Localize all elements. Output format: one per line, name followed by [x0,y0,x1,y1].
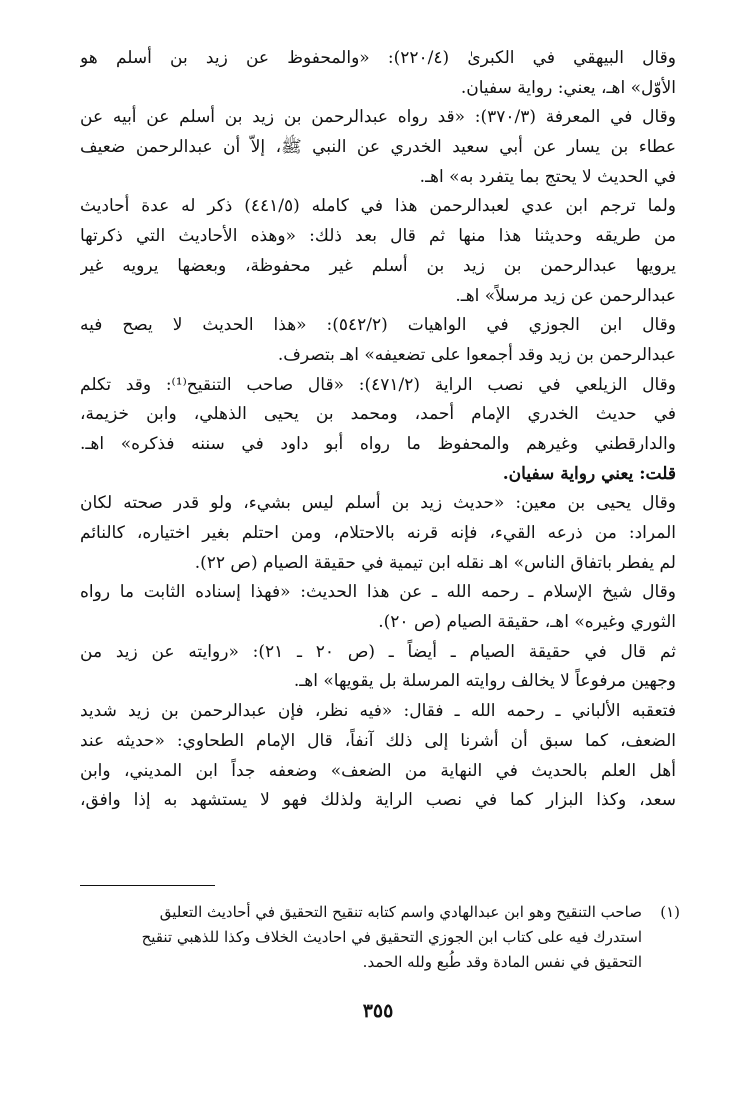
text-line: عطاء بن يسار عن أبي سعيد الخدري عن النبي ﷺ، إلاّ أن عبدالرحمن ضعيف [80,137,676,158]
text-line: الأوّل» اهـ، يعني: رواية سفيان. [460,77,676,98]
text-line: في حديث الخدري الإمام أحمد، ومحمد بن يحيى الذهلي، وابن خزيمة، [80,404,676,425]
text-line: الثوري وغيره» اهـ، حقيقة الصيام (ص ٢٠). [378,612,676,633]
text-line: لم يفطر باتفاق الناس» اهـ نقله ابن تيمية في حقيقة الصيام (ص ٢٢). [194,552,676,573]
text-line: عبدالرحمن عن زيد مرسلاً» اهـ. [455,285,676,306]
page-number: ٣٥٥ [362,1000,394,1022]
text-line: ولما ترجم ابن عدي لعبدالرحمن هذا في كامله (٤٤١/٥) ذكر له عدة أحاديث [80,196,676,217]
footnote-text: التحقيق في نفس المادة وقد طُبع ولله الحمد. [362,953,642,971]
text-line: وقال ابن الجوزي في الواهيات (٥٤٢/٢): «هذا الحديث لا يصح فيه [80,315,676,336]
text-line: أهل العلم بالحديث في النهاية من الضعف» وضعفه جداً ابن المديني، وابن [80,760,676,781]
footnote [80,900,680,975]
text-line: وقال يحيى بن معين: «حديث زيد بن أسلم ليس بشيء، ولو قدر صحته لكان [80,493,676,514]
text-line: الضعف، كما سبق أن أشرنا إلى ذلك آنفاً، قال الإمام الطحاوي: «حديثه عند [80,730,676,751]
text-line: والدارقطني وغيرهم والمحفوظ ما رواه أبو داود في سننه فذكره» اهـ. [80,433,676,454]
text-line: وقال شيخ الإسلام ـ رحمه الله ـ عن هذا الحديث: «فهذا إسناده الثابت ما رواه [80,582,676,603]
text-line: قلت: يعني رواية سفيان. [502,463,676,484]
text-line: وقال الزيلعي في نصب الراية (٤٧١/٢): «قال صاحب التنقيح⁽¹⁾: وقد تكلم [80,374,676,395]
footnote-divider [80,885,215,886]
text-line: وقال البيهقي في الكبرىٰ (٢٢٠/٤): «والمحفوظ عن زيد بن أسلم هو [80,48,676,68]
footnote-number: (١) [660,903,680,921]
footnote-line [80,925,680,950]
footnote-line [80,950,680,975]
footnote-line [80,900,680,925]
footnote-text: صاحب التنقيح وهو ابن عبدالهادي واسم كتابه تنقيح التحقيق في أحاديث التعليق [159,903,642,921]
main-text [80,44,676,816]
text-line: في الحديث لا يحتج بما يتفرد به» اهـ. [419,166,676,187]
text-line: عبدالرحمن بن زيد وقد أجمعوا على تضعيفه» اهـ بتصرف. [277,344,676,365]
text-line: من طريقه وحديثنا هذا منها ثم قال بعد ذلك: «وهذه الأحاديث التي ذكرتها [80,226,676,247]
text-line: ثم قال في حقيقة الصيام ـ أيضاً ـ (ص ٢٠ ـ ٢١): «روايته عن زيد من [80,641,676,662]
text-line: وجهين مرفوعاً لا يخالف روايته المرسلة بل يقويها» اهـ. [293,671,676,692]
text-line: يرويها عبدالرحمن بن زيد بن أسلم غير محفوظة، وبعضها يرويه غير [80,255,676,276]
text-line: سعد، وكذا البزار كما في نصب الراية ولذلك فهو لا يستشهد به إذا وافق، [80,790,676,811]
text-line: فتعقبه الألباني ـ رحمه الله ـ فقال: «فيه نظر، فإن عبدالرحمن بن زيد شديد [80,701,676,722]
footnote-text: استدرك فيه على كتاب ابن الجوزي التحقيق في احاديث الخلاف وكذا للذهبي تنقيح [141,928,642,946]
text-line: وقال في المعرفة (٣٧٠/٣): «قد رواه عبدالرحمن بن زيد بن أسلم عن أبيه عن [80,107,676,128]
text-line: المراد: من ذرعه القيء، فإنه قرنه بالاحتلام، ومن احتلم بغير اختياره، كالنائم [80,523,676,543]
